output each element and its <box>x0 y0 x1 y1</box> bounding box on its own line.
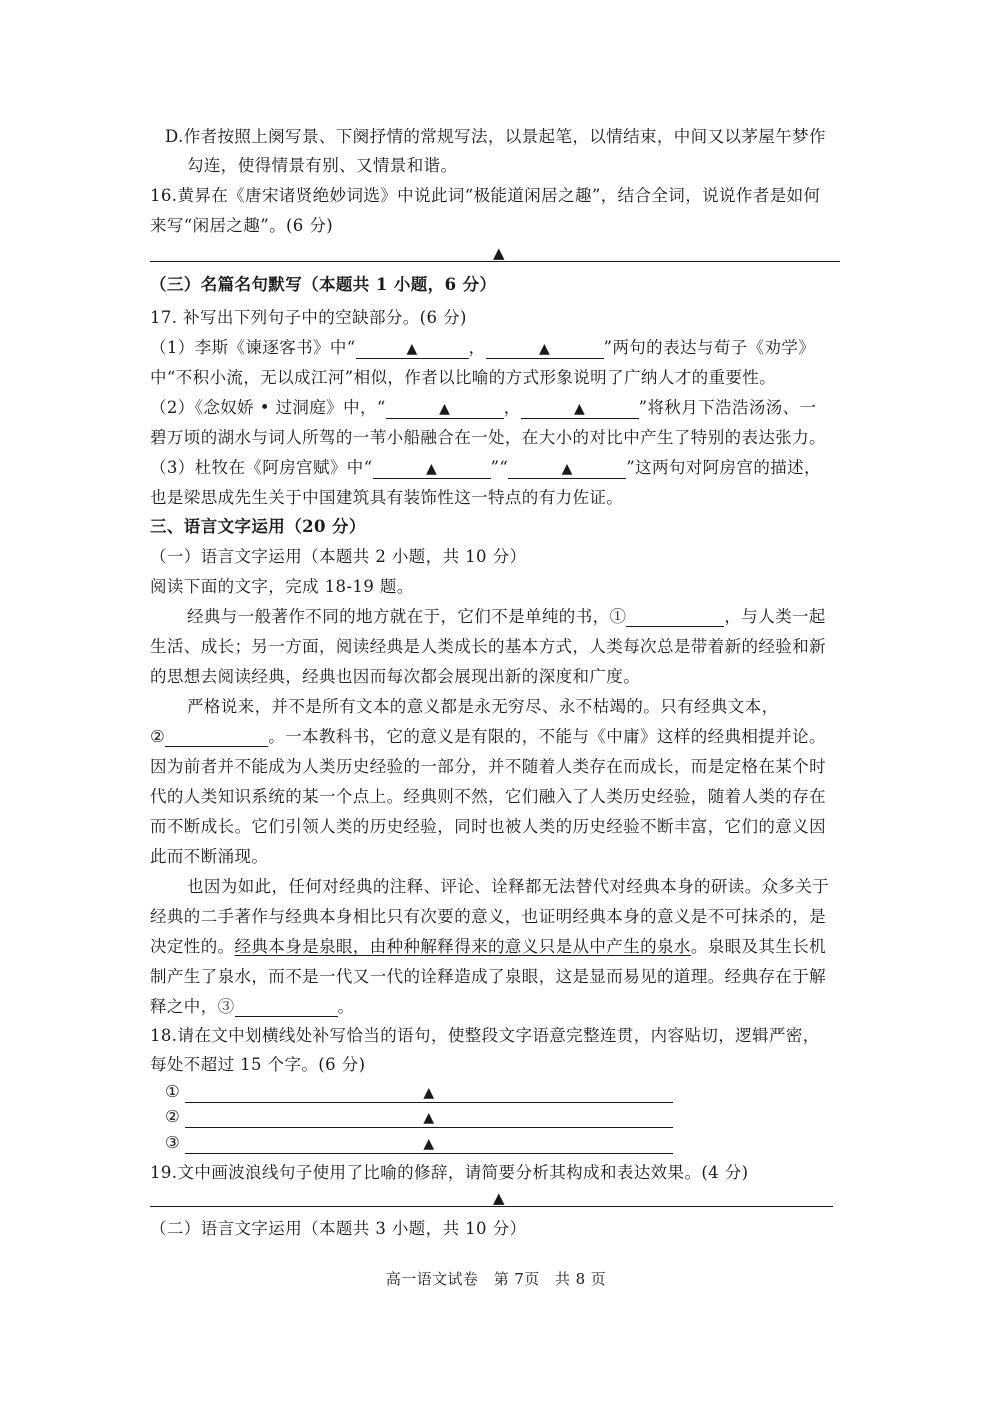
q17-part1-line2: 中“不积小流，无以成江河”相似，作者以比喻的方式形象说明了广纳人才的重要性。 <box>150 368 777 387</box>
passage-p3-line1: 也因为如此，任何对经典的注释、评论、诠释都无法替代对经典本身的研读。众多关于 <box>187 877 830 896</box>
passage-text: 。 <box>337 997 355 1016</box>
answer-mark: ▲ <box>538 341 551 357</box>
q17-part2-line2: 碧万顷的湖水与词人所驾的一苇小船融合在一处，在大小的对比中产生了特别的表达张力。 <box>150 428 826 447</box>
passage-p2-line4: 代的人类知识系统的某一个点上。经典则不然，它们融入了人类历史经验，随着人类的存在 <box>150 787 826 806</box>
passage-text: 决定性的。 <box>150 937 235 956</box>
q17-part2-line1 <box>150 397 816 419</box>
q17-part1-blank-2[interactable] <box>486 339 604 359</box>
answer-mark: ▲ <box>406 341 418 357</box>
passage-p3-line3 <box>150 936 826 958</box>
passage-p2-line6: 此而不断涌现。 <box>150 847 269 866</box>
q17-part2-text-b: ， <box>503 398 521 417</box>
passage-blank-3[interactable] <box>235 998 338 1017</box>
answer-mark: ▲ <box>574 401 586 417</box>
q18-answer-line-1[interactable] <box>185 1083 673 1103</box>
answer-mark: ▲ <box>425 461 438 477</box>
q18-answer-1 <box>165 1081 673 1103</box>
answer-mark: ▲ <box>423 1136 435 1152</box>
q16-stem-line2: 来写“闲居之趣”。(6 分) <box>150 216 334 235</box>
passage-text: ② <box>150 727 166 746</box>
answer-mark: ▲ <box>423 1085 435 1101</box>
q18-answer-3 <box>165 1132 673 1154</box>
passage-p2-line5: 而不断成长。它们引领人类的历史经验，同时也被人类的历史经验不断丰富，它们的意义因 <box>150 817 826 836</box>
passage-blank-2[interactable] <box>165 728 268 747</box>
passage-p3-line2: 经典的二手著作与经典本身相比只有次要的意义，也证明经典本身的意义是不可抹杀的，是 <box>150 907 826 926</box>
passage-p1-line3: 的思想去阅读经典，经典也因而每次都会展现出新的深度和广度。 <box>150 667 641 686</box>
passage-blank-1[interactable] <box>626 608 724 627</box>
q18-answer-line-3[interactable] <box>185 1134 673 1154</box>
q17-part3-blank-2[interactable] <box>508 459 626 479</box>
q15-option-d-line1: D.作者按照上阕写景、下阕抒情的常规写法，以景起笔，以情结束，中间又以茅屋午梦作 <box>165 127 826 146</box>
q15-option-d-line2: 勾连，使得情景有别、又情景和谐。 <box>187 156 458 175</box>
q17-part3-text-a: （3）杜牧在《阿房宫赋》中“ <box>150 458 373 477</box>
q17-part1-line1 <box>150 337 815 359</box>
passage-text: ，与人类一起 <box>724 607 826 626</box>
q17-part3-text-b: ”“ <box>490 458 509 477</box>
q16-stem-line1: 16.黄昇在《唐宋诸贤绝妙词选》中说此词“极能道闲居之趣”，结合全词，说说作者是如何 <box>150 186 821 205</box>
q18-stem-line2: 每处不超过 15 个字。(6 分) <box>150 1055 366 1074</box>
passage-p1-line1 <box>187 606 826 628</box>
page-footer: 高一语文试卷 第 7页 共 8 页 <box>385 1270 607 1288</box>
q19-answer-line[interactable] <box>150 1206 833 1207</box>
passage-p3-line4: 制产生了泉水，而不是一代又一代的诠释造成了泉眼，这是显而易见的道理。经典存在于解 <box>150 967 826 986</box>
answer-mark: ▲ <box>561 461 573 477</box>
passage-text: 。泉眼及其生长机 <box>690 937 827 956</box>
part-3-sub1-heading: （一）语言文字运用（本题共 2 小题，共 10 分） <box>150 547 527 566</box>
q17-part3-line1 <box>150 457 821 479</box>
section-sub2-heading: （二）语言文字运用（本题共 3 小题，共 10 分） <box>150 1219 527 1238</box>
q17-part1-blank-1[interactable] <box>356 339 469 359</box>
q19-answer-mark: ▲ <box>493 1189 505 1207</box>
passage-p1-line2: 生活、成长；另一方面，阅读经典是人类成长的基本方式，人类每次总是带着新的经验和新 <box>150 637 826 656</box>
answer-number: ③ <box>165 1133 181 1152</box>
wavy-underlined-sentence: 经典本身是泉眼，由种种解释得来的意义只是从中产生的泉水 <box>234 937 691 956</box>
passage-intro: 阅读下面的文字，完成 18-19 题。 <box>150 577 414 596</box>
q17-part2-blank-1[interactable] <box>386 399 504 419</box>
answer-mark: ▲ <box>423 1110 435 1126</box>
answer-number: ② <box>165 1107 181 1126</box>
q16-answer-mark: ▲ <box>493 244 505 262</box>
passage-p2-line1: 严格说来，并不是所有文本的意义都是永无穷尽、永不枯竭的。只有经典文本， <box>187 697 779 716</box>
passage-text: 经典与一般著作不同的地方就在于，它们不是单纯的书，① <box>187 607 627 626</box>
q16-answer-line[interactable] <box>150 261 840 262</box>
q17-part1-text-c: ”两句的表达与荀子《劝学》 <box>603 338 816 357</box>
q18-answer-2 <box>165 1106 673 1128</box>
q17-part3-line2: 也是梁思成先生关于中国建筑具有装饰性这一特点的有力佐证。 <box>150 488 624 507</box>
q17-stem: 17. 补写出下列句子中的空缺部分。(6 分) <box>150 308 467 327</box>
q19-stem: 19.文中画波浪线句子使用了比喻的修辞，请简要分析其构成和表达效果。(4 分) <box>150 1163 749 1182</box>
passage-text: 释之中，③ <box>150 997 235 1016</box>
q17-part2-blank-2[interactable] <box>521 399 639 419</box>
q17-part3-text-c: ”这两句对阿房宫的描述， <box>626 458 821 477</box>
passage-p2-line3: 因为前者并不能成为人类历史经验的一部分，并不随着人类存在而成长，而是定格在某个时 <box>150 757 826 776</box>
passage-p2-line2 <box>150 726 826 748</box>
section-3-heading: （三）名篇名句默写（本题共 1 小题，6 分） <box>150 275 497 294</box>
q18-answer-line-2[interactable] <box>185 1108 673 1128</box>
q17-part2-text-a: （2）《念奴娇 • 过洞庭》中，“ <box>150 398 386 417</box>
q17-part2-text-c: ”将秋月下浩浩汤汤、一 <box>638 398 817 417</box>
q18-stem-line1: 18.请在文中划横线处补写恰当的语句，使整段文字语意完整连贯，内容贴切，逻辑严密， <box>150 1026 820 1045</box>
passage-p3-line5 <box>150 996 354 1018</box>
answer-number: ① <box>165 1082 181 1101</box>
q17-part1-text-a: （1）李斯《谏逐客书》中“ <box>150 338 356 357</box>
answer-mark: ▲ <box>439 401 451 417</box>
passage-text: 。一本教科书，它的意义是有限的，不能与《中庸》这样的经典相提并论。 <box>268 727 826 746</box>
q17-part3-blank-1[interactable] <box>373 459 491 479</box>
q17-part1-text-b: ， <box>468 338 486 357</box>
part-3-heading: 三、语言文字运用（20 分） <box>150 517 366 536</box>
